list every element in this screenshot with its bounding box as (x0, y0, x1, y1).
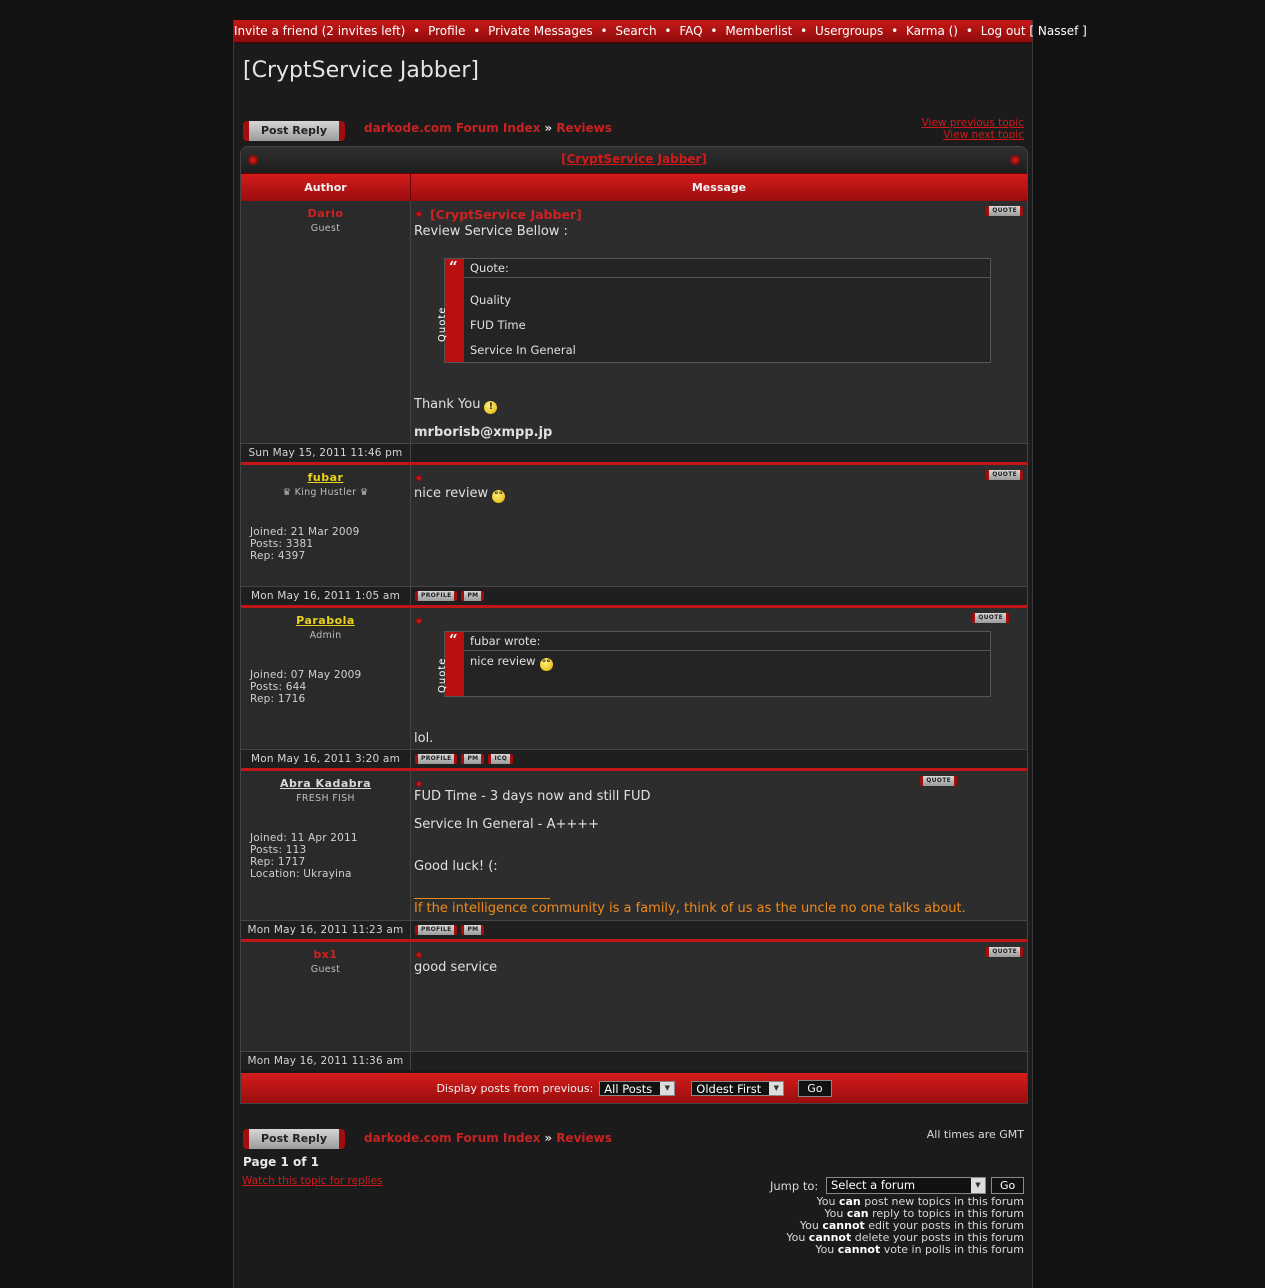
nav-profile[interactable]: Profile (428, 24, 466, 38)
author-rep: Rep: 1716 (250, 693, 306, 705)
quote-button[interactable]: QUOTE (920, 776, 957, 786)
author-name: bx1 (313, 948, 338, 961)
post (241, 462, 1027, 605)
signature: If the intelligence community is a family, think of us as the uncle no one talks about. (414, 901, 966, 916)
post-author (241, 771, 411, 920)
post-author (241, 201, 411, 443)
chevron-down-icon: ▼ (769, 1082, 783, 1095)
breadcrumb-separator: » (544, 121, 553, 135)
author-rank: Admin (309, 630, 342, 641)
header-bullet-icon (1010, 155, 1020, 165)
view-previous-topic-link[interactable]: View previous topic (921, 117, 1024, 129)
post-body (411, 465, 1027, 586)
nav-separator: • (664, 24, 672, 38)
post-footer (241, 1051, 1027, 1070)
post (241, 605, 1027, 768)
post-text (414, 397, 497, 414)
topic-navigation (922, 117, 1024, 141)
breadcrumb-reviews[interactable]: Reviews (556, 121, 612, 135)
author-joined: Joined: 11 Apr 2011 (250, 832, 358, 844)
quote-header: Quote: (464, 259, 990, 278)
author-rank: Guest (310, 223, 341, 234)
author-stats (250, 832, 358, 880)
post-bullet-icon (416, 211, 422, 217)
header-bullet-icon (248, 155, 258, 165)
display-posts-label: Display posts from previous: (436, 1081, 594, 1095)
post-reply-button[interactable]: Post Reply (243, 121, 345, 141)
permission-line: You can post new topics in this forum (816, 1195, 1024, 1208)
post-date: Mon May 16, 2011 1:05 am (241, 587, 411, 605)
topic-header-title[interactable]: [CryptService Jabber] (561, 152, 707, 166)
author-rank: FRESH FISH (296, 793, 355, 804)
post-date: Mon May 16, 2011 11:23 am (241, 921, 411, 939)
quote-mark-icon: “ (449, 631, 458, 649)
profile-button[interactable]: PROFILE (415, 591, 457, 601)
pm-button[interactable]: PM (461, 925, 484, 935)
post-text: good service (414, 960, 498, 975)
post-date: Mon May 16, 2011 3:20 am (241, 750, 411, 768)
author-rank: ♛ King Hustler ♛ (282, 487, 369, 498)
quote-line (464, 654, 990, 671)
post-bullet-icon (416, 781, 422, 787)
permission-line: You cannot delete your posts in this forum (786, 1231, 1024, 1244)
author-joined: Joined: 21 Mar 2009 (250, 526, 360, 538)
post-author (241, 608, 411, 749)
post-bullet-icon (416, 618, 422, 624)
post-body (411, 942, 1027, 1051)
post-body (411, 608, 1027, 749)
post-text: Review Service Bellow : (414, 224, 568, 239)
author-name[interactable]: Parabola (296, 614, 355, 627)
quote-sidebar (437, 631, 464, 696)
post-body (411, 771, 1027, 920)
post-text (414, 486, 505, 503)
author-posts: Posts: 644 (250, 681, 307, 693)
quote-side-label: Quote (437, 306, 448, 342)
nav-memberlist[interactable]: Memberlist (725, 24, 793, 38)
author-stats (250, 669, 361, 705)
timezone-note: All times are GMT (926, 1128, 1024, 1141)
quote-block (437, 258, 991, 363)
nav-usergroups[interactable]: Usergroups (815, 24, 884, 38)
post-footer (241, 443, 1027, 462)
quote-side-label: Quote (437, 657, 448, 693)
post-body (411, 201, 1027, 443)
author-name: Dario (307, 207, 344, 220)
display-go-button[interactable]: Go (798, 1080, 831, 1097)
nav-search[interactable]: Search (615, 24, 657, 38)
message-column-header: Message (691, 181, 747, 194)
jump-go-button[interactable]: Go (991, 1177, 1024, 1194)
post-text-content: nice review (414, 486, 489, 501)
breadcrumb-reviews[interactable]: Reviews (556, 1131, 612, 1145)
post (241, 939, 1027, 1070)
post-footer (241, 749, 1027, 768)
pm-button[interactable]: PM (461, 754, 484, 764)
watch-topic-link[interactable]: Watch this topic for replies (242, 1175, 383, 1187)
page-title: [CryptService Jabber] (243, 58, 479, 83)
quote-text: nice review (470, 654, 536, 668)
permission-line: You can reply to topics in this forum (824, 1207, 1024, 1220)
page-wrapper (233, 20, 1087, 1288)
post-author (241, 942, 411, 1051)
topic-table (240, 146, 1028, 1104)
quote-block (437, 631, 991, 697)
post-subject: [CryptService Jabber] (430, 207, 582, 222)
quote-button[interactable]: QUOTE (986, 947, 1023, 957)
pm-button[interactable]: PM (461, 591, 484, 601)
nav-private-messages[interactable]: Private Messages (488, 24, 593, 38)
author-name[interactable]: Abra Kadabra (279, 777, 372, 790)
quote-sidebar (437, 258, 464, 362)
post-author (241, 465, 411, 586)
nav-separator: • (800, 24, 808, 38)
post-bullet-icon (416, 475, 422, 481)
smiley-exclaim-icon: ! (484, 401, 497, 414)
nav-logout[interactable]: Log out [ Nassef ] (980, 24, 1087, 38)
post-text: FUD Time - 3 days now and still FUD (414, 789, 651, 804)
topic-header (241, 147, 1027, 173)
author-name[interactable]: fubar (307, 471, 344, 484)
nav-separator: • (600, 24, 608, 38)
permission-line: You cannot vote in polls in this forum (815, 1243, 1024, 1256)
author-rank: Guest (310, 964, 341, 975)
post (241, 201, 1027, 462)
smiley-roll-eyes-icon: °° (494, 491, 504, 501)
post-reply-button[interactable]: Post Reply (243, 1129, 345, 1149)
quote-line: FUD Time (470, 318, 526, 332)
chevron-down-icon: ▼ (660, 1082, 674, 1095)
author-location: Location: Ukrayina (250, 868, 352, 880)
smiley-roll-eyes-icon: °° (541, 659, 551, 669)
post (241, 768, 1027, 939)
sort-order-select[interactable]: Oldest First ▼ (691, 1081, 784, 1096)
post-footer (241, 586, 1027, 605)
author-stats (250, 526, 359, 562)
nav-invite[interactable]: Invite a friend (2 invites left) (234, 24, 406, 38)
post-date: Mon May 16, 2011 11:36 am (241, 1052, 411, 1070)
author-posts: Posts: 3381 (250, 538, 314, 550)
quote-button[interactable]: QUOTE (972, 613, 1009, 623)
column-headers (241, 173, 1027, 201)
profile-button[interactable]: PROFILE (415, 925, 457, 935)
author-joined: Joined: 07 May 2009 (250, 669, 362, 681)
breadcrumb-separator: » (544, 1131, 553, 1145)
post-text: Service In General - A++++ (414, 817, 600, 832)
quote-line: Quality (470, 293, 512, 307)
contact-text: mrborisb@xmpp.jp (414, 425, 553, 440)
post-bullet-icon (416, 952, 422, 958)
profile-button[interactable]: PROFILE (415, 754, 457, 764)
jump-forum-select[interactable]: Select a forum ▼ (826, 1177, 986, 1194)
nav-separator: • (413, 24, 421, 38)
nav-separator: • (891, 24, 899, 38)
quote-header: fubar wrote: (464, 632, 990, 651)
post-date: Sun May 15, 2011 11:46 pm (241, 444, 411, 462)
chevron-down-icon: ▼ (971, 1178, 985, 1193)
quote-line: Service In General (470, 343, 576, 357)
breadcrumb-forum-index[interactable]: darkode.com Forum Index (364, 1131, 541, 1145)
display-posts-select[interactable]: All Posts ▼ (599, 1081, 675, 1096)
post-footer (241, 920, 1027, 939)
author-column-header: Author (241, 174, 411, 201)
post-text: lol. (414, 731, 434, 746)
author-posts: Posts: 113 (250, 844, 307, 856)
thank-you-text: Thank You (414, 397, 481, 412)
author-rep: Rep: 4397 (250, 550, 306, 562)
quote-button[interactable]: QUOTE (986, 206, 1023, 216)
top-navigation (234, 20, 1087, 43)
display-options-bar (241, 1070, 1027, 1103)
quote-mark-icon: “ (449, 258, 458, 276)
nav-separator: • (473, 24, 481, 38)
signature-divider (414, 898, 550, 899)
nav-karma[interactable]: Karma () (906, 24, 958, 38)
view-next-topic-link[interactable]: View next topic (943, 129, 1024, 141)
icq-button[interactable]: ICQ (488, 754, 513, 764)
breadcrumb (364, 121, 612, 135)
nav-faq[interactable]: FAQ (679, 24, 703, 38)
quote-button[interactable]: QUOTE (986, 470, 1023, 480)
jump-to-label: Jump to: (770, 1179, 819, 1193)
author-rep: Rep: 1717 (250, 856, 306, 868)
permission-line: You cannot edit your posts in this forum (799, 1219, 1024, 1232)
breadcrumb-forum-index[interactable]: darkode.com Forum Index (364, 121, 541, 135)
nav-separator: • (710, 24, 718, 38)
permissions-list (786, 1196, 1024, 1256)
nav-separator: • (965, 24, 973, 38)
breadcrumb (364, 1131, 612, 1145)
pagination: Page 1 of 1 (243, 1155, 319, 1169)
post-text: Good luck! (: (414, 859, 498, 874)
